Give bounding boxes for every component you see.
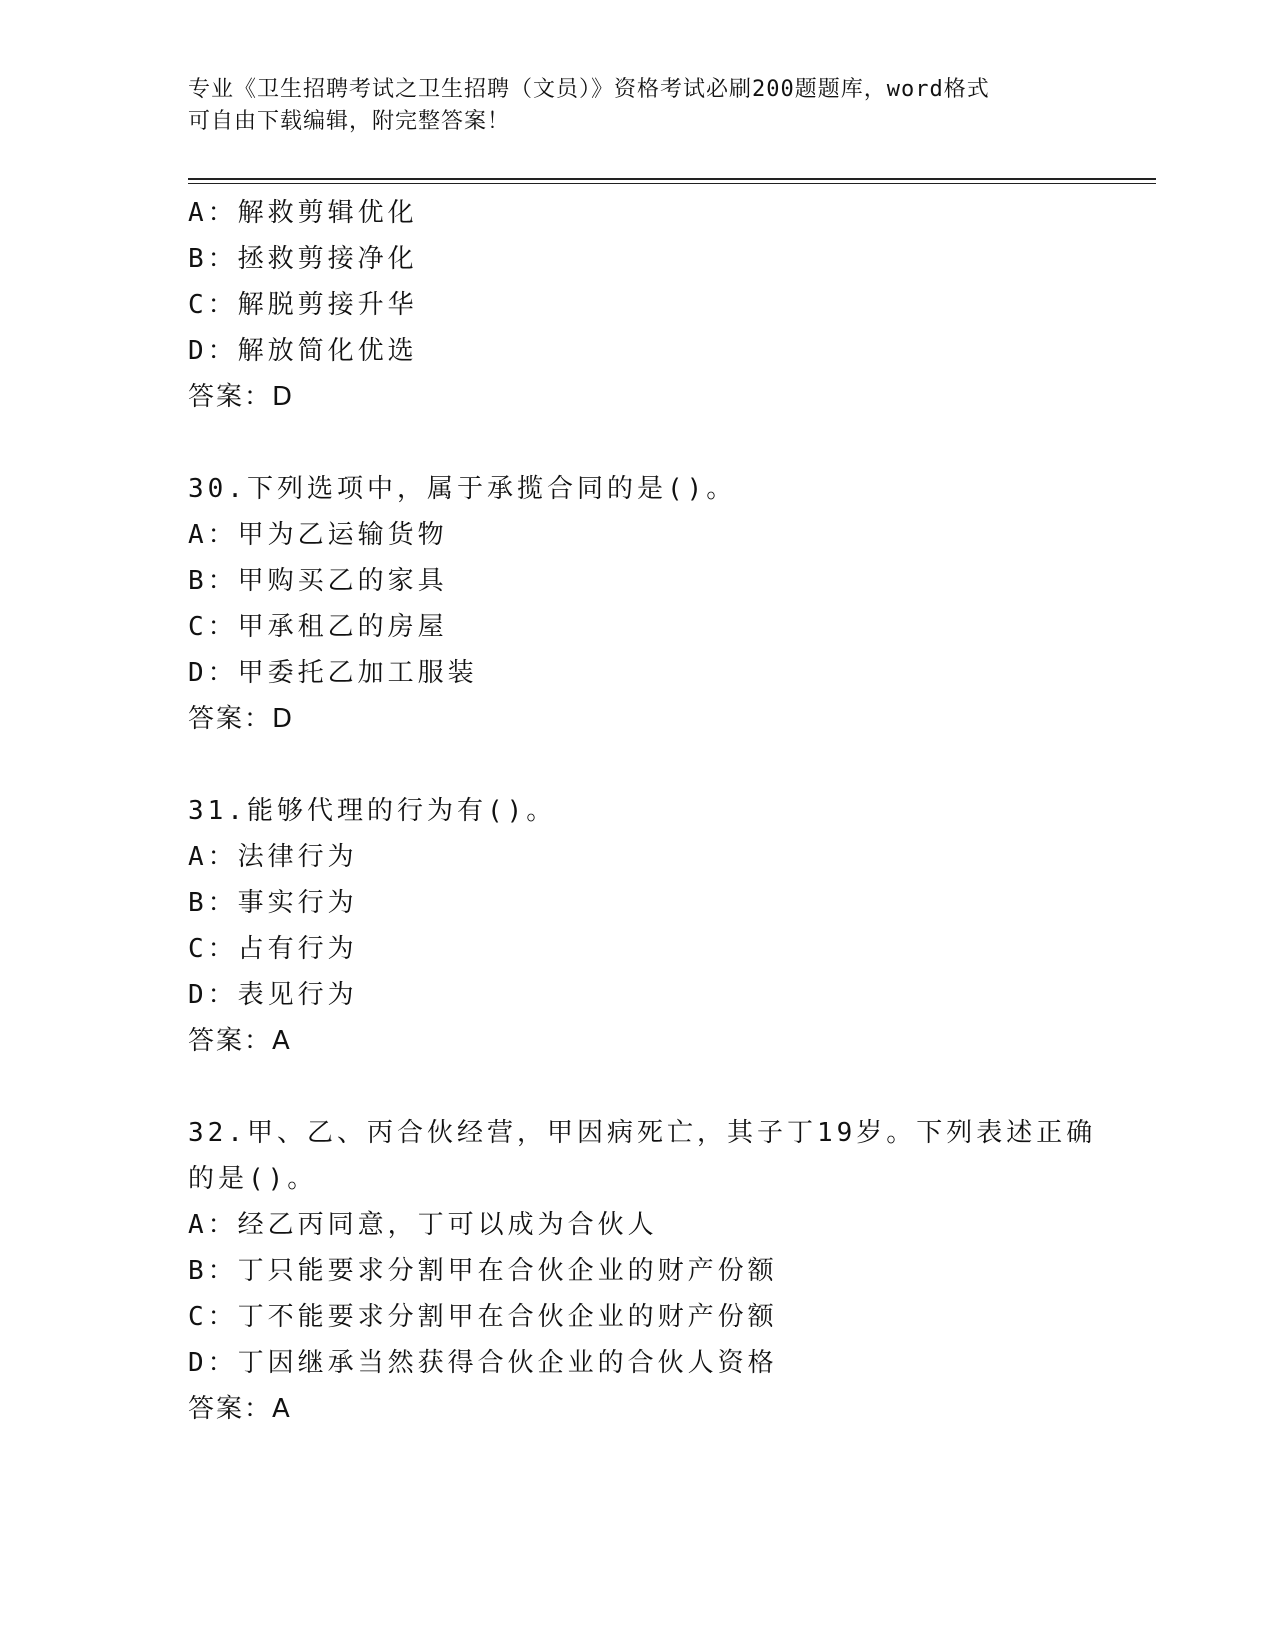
- answer-line: 答案：A: [188, 1394, 292, 1424]
- option-c: C：丁不能要求分割甲在合伙企业的财产份额: [188, 1302, 778, 1332]
- header-divider-thick: [188, 178, 1156, 180]
- question-30: [188, 466, 1088, 742]
- question-32: [188, 1110, 1097, 1432]
- option-d: D：甲委托乙加工服装: [188, 658, 478, 688]
- document-header: [188, 74, 1068, 138]
- spacer: [188, 420, 1088, 466]
- option-d: D：丁因继承当然获得合伙企业的合伙人资格: [188, 1348, 778, 1378]
- answer-line: 答案：D: [188, 382, 295, 412]
- header-divider-thin: [188, 183, 1156, 184]
- option-b: B：事实行为: [188, 888, 358, 918]
- spacer: [188, 1064, 1088, 1110]
- option-c: C：解脱剪接升华: [188, 290, 418, 320]
- option-a: A：解救剪辑优化: [188, 198, 418, 228]
- option-a: A：法律行为: [188, 842, 358, 872]
- option-c: C：占有行为: [188, 934, 358, 964]
- question-stem-line-1: 32.甲、乙、丙合伙经营，甲因病死亡，其子丁19岁。下列表述正确: [188, 1118, 1097, 1148]
- option-b: B：丁只能要求分割甲在合伙企业的财产份额: [188, 1256, 778, 1286]
- spacer: [188, 742, 1088, 788]
- option-d: D：表见行为: [188, 980, 358, 1010]
- option-b: B：拯救剪接净化: [188, 244, 418, 274]
- question-stem: 30.下列选项中，属于承揽合同的是()。: [188, 474, 737, 504]
- question-31: [188, 788, 1088, 1064]
- question-stem-line-2: 的是()。: [188, 1164, 318, 1194]
- answer-line: 答案：D: [188, 704, 295, 734]
- question-29-continued: [188, 190, 1088, 420]
- answer-line: 答案：A: [188, 1026, 292, 1056]
- option-a: A：经乙丙同意，丁可以成为合伙人: [188, 1210, 658, 1240]
- option-d: D：解放简化优选: [188, 336, 418, 366]
- header-title-line-2: 可自由下载编辑，附完整答案！: [188, 109, 511, 134]
- option-a: A：甲为乙运输货物: [188, 520, 448, 550]
- question-stem: 31.能够代理的行为有()。: [188, 796, 557, 826]
- option-b: B：甲购买乙的家具: [188, 566, 448, 596]
- question-list: [188, 190, 1097, 1432]
- option-c: C：甲承租乙的房屋: [188, 612, 448, 642]
- header-title-line-1: 专业《卫生招聘考试之卫生招聘（文员）》资格考试必刷200题题库，word格式: [188, 77, 990, 102]
